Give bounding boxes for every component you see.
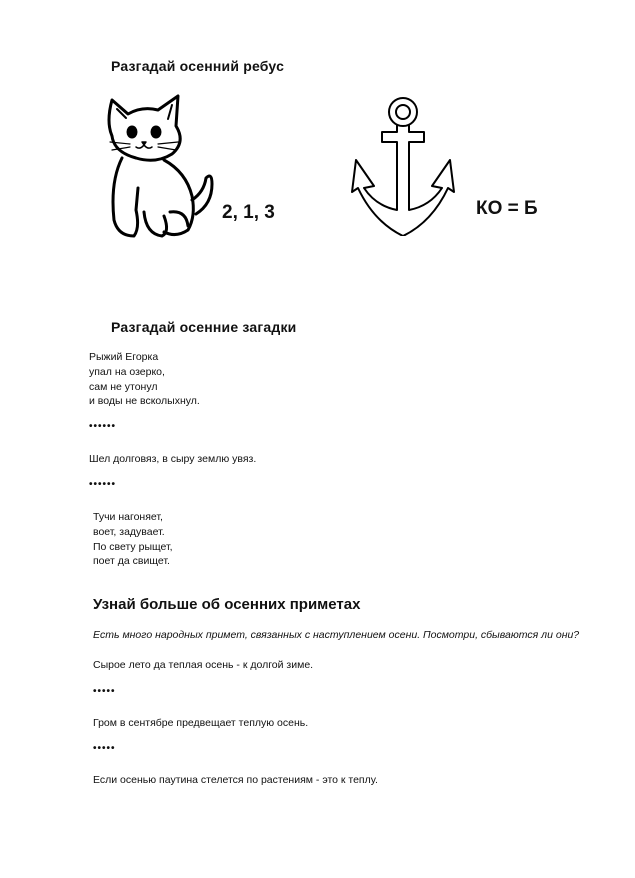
sign-2: Гром в сентябре предвещает теплую осень.	[93, 717, 309, 729]
riddle-3-line: По свету рыщет,	[93, 540, 173, 553]
signs-title: Узнай больше об осенних приметах	[93, 596, 361, 613]
riddle-2: Шел долговяз, в сыру землю увяз.	[89, 453, 257, 465]
riddle-1-line: сам не утонул	[89, 380, 158, 393]
signs-intro: Есть много народных примет, связанных с наступлением осени. Посмотри, сбываются ли они?	[93, 629, 580, 641]
separator: •••••	[93, 686, 116, 697]
riddle-3-line: воет, задувает.	[93, 525, 165, 538]
riddle-1-line: и воды не всколыхнул.	[89, 395, 200, 408]
riddle-3-line: Тучи нагоняет,	[93, 511, 163, 523]
riddle-3-line: поет да свищет.	[93, 555, 170, 568]
cat-rebus-hint: 2, 1, 3	[222, 202, 275, 223]
riddle-1	[89, 350, 200, 409]
separator: ••••••	[89, 421, 117, 432]
separator: ••••••	[89, 479, 117, 490]
riddle-1-line: упал на озерко,	[89, 365, 165, 378]
sign-1: Сырое лето да теплая осень - к долгой зиме.	[93, 659, 314, 671]
anchor-icon	[346, 96, 464, 236]
anchor-rebus-hint: КО = Б	[476, 198, 538, 219]
riddle-3	[93, 510, 173, 569]
separator: •••••	[93, 743, 116, 754]
cat-icon	[100, 92, 218, 242]
rebus-title: Разгадай осенний ребус	[111, 58, 285, 74]
riddles-title: Разгадай осенние загадки	[111, 319, 297, 335]
riddle-1-line: Рыжий Егорка	[89, 351, 159, 363]
sign-3: Если осенью паутина стелется по растениям - это к теплу.	[93, 774, 378, 786]
